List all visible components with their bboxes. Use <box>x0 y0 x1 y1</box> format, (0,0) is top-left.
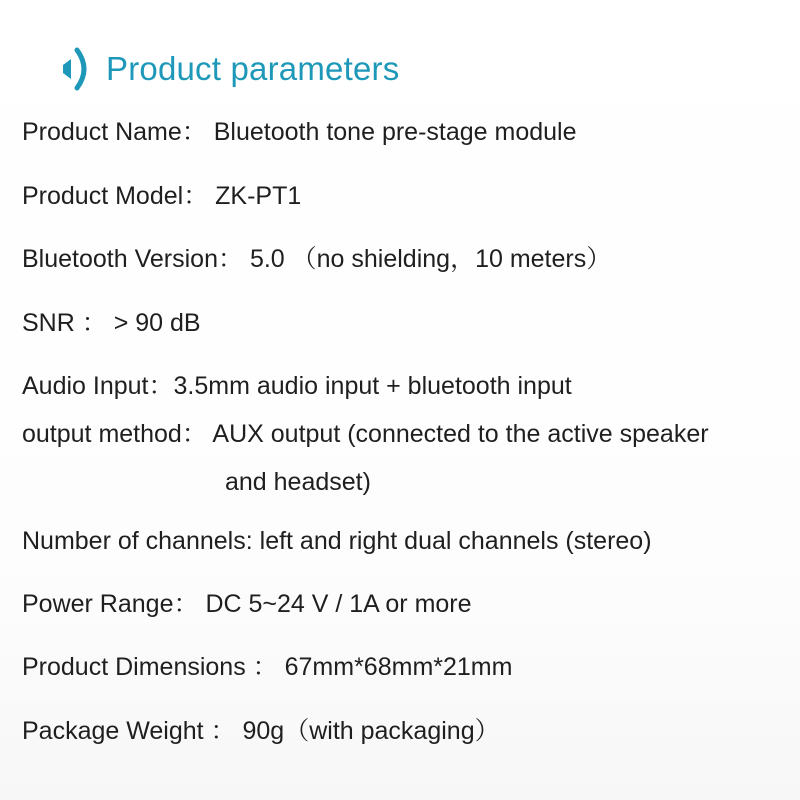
param-separator: ： <box>181 420 213 448</box>
param-separator: ： <box>148 372 174 400</box>
param-label: Power Range <box>22 590 174 618</box>
param-value-continuation: and headset) <box>225 468 371 496</box>
param-label: Bluetooth Version <box>22 245 218 273</box>
param-value: AUX output (connected to the active speaker <box>212 420 709 448</box>
param-row-product-name <box>22 117 577 147</box>
param-row-power-range <box>22 589 472 619</box>
section-header <box>60 44 399 94</box>
param-separator: ： <box>183 182 216 210</box>
param-row-audio-input <box>22 371 572 401</box>
param-separator: ： <box>173 590 206 618</box>
param-separator: ： <box>81 309 114 337</box>
speaker-sound-icon <box>60 44 94 94</box>
param-value: ZK-PT1 <box>215 182 302 210</box>
param-label: Product Dimensions <box>22 653 246 681</box>
param-value: 67mm*68mm*21mm <box>284 653 513 681</box>
param-row-number-of-channels <box>22 526 652 556</box>
param-value: Bluetooth tone pre-stage module <box>213 118 577 146</box>
param-row-snr <box>22 308 201 338</box>
param-value: 3.5mm audio input + bluetooth input <box>173 372 572 400</box>
param-label: SNR <box>22 309 82 337</box>
param-row-output-method <box>22 419 709 449</box>
param-separator: ： <box>203 717 243 745</box>
param-separator: ： <box>245 653 285 681</box>
param-value: DC 5~24 V / 1A or more <box>205 590 472 618</box>
param-row-bluetooth-version <box>22 244 611 274</box>
param-value: > 90 dB <box>113 309 201 337</box>
param-row-product-dimensions <box>22 652 512 682</box>
section-title: Product parameters <box>106 50 400 87</box>
param-label: Package Weight <box>22 717 204 745</box>
param-value: 90g（with packaging） <box>242 717 500 745</box>
param-label: Audio Input <box>22 372 149 400</box>
param-separator: ： <box>217 245 250 273</box>
param-separator: ： <box>181 118 214 146</box>
param-label: Product Model <box>22 182 184 210</box>
param-label: output method <box>22 420 182 448</box>
param-label: Number of channels <box>22 527 246 555</box>
param-row-product-model <box>22 181 301 211</box>
param-label: Product Name <box>22 118 182 146</box>
param-separator: : <box>245 527 260 555</box>
param-row-package-weight <box>22 716 500 746</box>
param-value: 5.0 （no shielding，10 meters） <box>249 245 612 273</box>
param-value: left and right dual channels (stereo) <box>259 527 652 555</box>
